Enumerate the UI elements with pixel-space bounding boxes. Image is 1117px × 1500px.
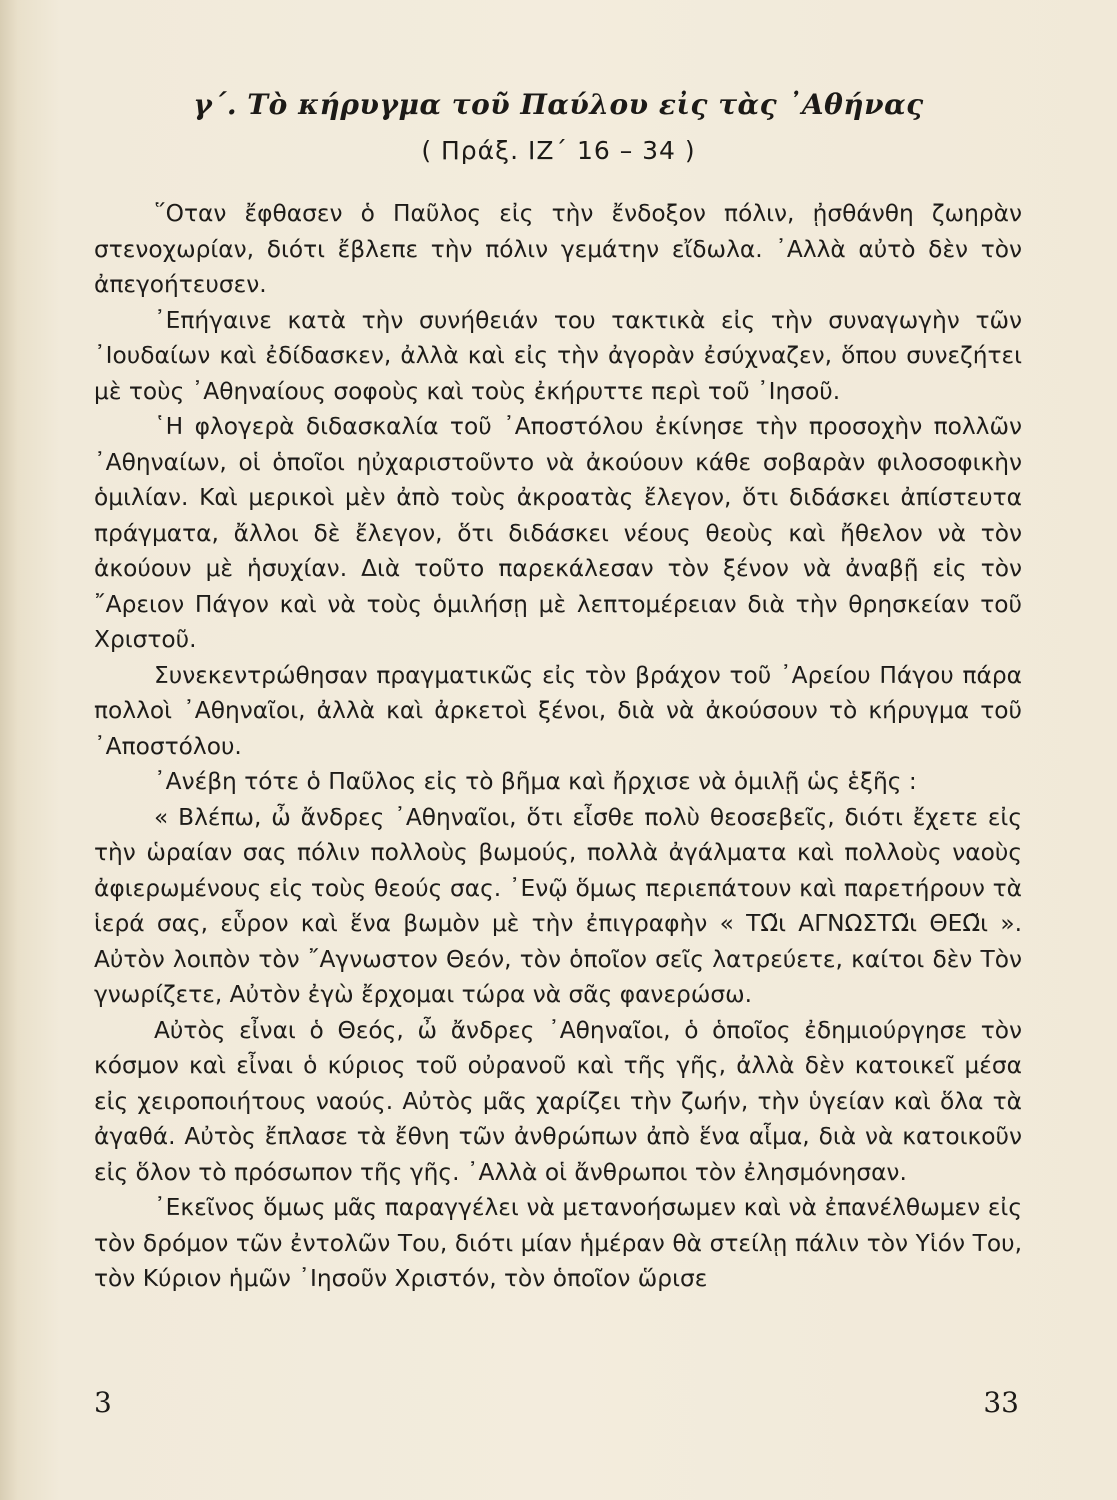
paragraph: ῞Οταν ἔφθασεν ὁ Παῦλος εἰς τὴν ἔνδοξον πόλιν, ᾐσθάνθη ζωηρὰν στενοχωρίαν, διότι ἔβλεπε τὴν πόλιν γεμάτην εἴδωλα. ᾿Αλλὰ αὐτὸ δὲν τὸν ἀπεγοήτευσεν. [94, 200, 1022, 298]
paragraph: Αὐτὸς εἶναι ὁ Θεός, ὦ ἄνδρες ᾿Αθηναῖοι, ὁ ὁποῖος ἐδημιούργησε τὸν κόσμον καὶ εἶναι ὁ κύριος τοῦ οὐρανοῦ καὶ τῆς γῆς, ἀλλὰ δὲν κατοικεῖ μέσα εἰς χειροποιήτους ναούς. Αὐτὸς μᾶς χαρίζει τὴν ζωήν, τὴν ὑγείαν καὶ ὅλα τὰ ἀγαθά. Αὐτὸς ἔπλασε τὰ ἔθνη τῶν ἀνθρώπων ἀπὸ ἕνα αἷμα, διὰ νὰ κατοικοῦν εἰς ὅλον τὸ πρόσωπον τῆς γῆς. ᾿Αλλὰ οἱ ἄνθρωποι τὸν ἐλησμόνησαν. [94, 1016, 1022, 1186]
page-number: 33 [983, 1386, 1019, 1419]
scripture-reference: ( Πράξ. ΙΖ΄ 16 – 34 ) [421, 136, 696, 165]
paragraph: ῾Η φλογερὰ διδασκαλία τοῦ ᾿Αποστόλου ἐκίνησε τὴν προσοχὴν πολλῶν ᾿Αθηναίων, οἱ ὁποῖοι ηὐχαριστοῦντο νὰ ἀκούουν κάθε σοβαρὰν φιλοσοφικὴν ὁμιλίαν. Καὶ μερικοὶ μὲν ἀπὸ τοὺς ἀκροατὰς ἔλεγον, ὅτι διδάσκει ἀπίστευτα πράγματα, ἄλλοι δὲ ἔλεγον, ὅτι διδάσκει νέους θεοὺς καὶ ἤθελον νὰ τὸν ἀκούουν μὲ ἡσυχίαν. Διὰ τοῦτο παρεκάλεσαν τὸν ξένον νὰ ἀναβῇ εἰς τὸν ῎Αρειον Πάγον καὶ νὰ τοὺς ὁμιλήσῃ μὲ λεπτομέρειαν διὰ τὴν θρησκείαν τοῦ Χριστοῦ. [94, 413, 1022, 653]
paragraph: ᾿Εκεῖνος ὅμως μᾶς παραγγέλει νὰ μετανοήσωμεν καὶ νὰ ἐπανέλθωμεν εἰς τὸν δρόμον τῶν ἐντολῶν Του, διότι μίαν ἡμέραν θὰ στείλῃ πάλιν τὸν Υἱόν Του, τὸν Κύριον ἡμῶν ᾿Ιησοῦν Χριστόν, τὸν ὁποῖον ὥρισε [94, 1194, 1022, 1292]
signature-mark: 3 [94, 1386, 112, 1419]
paragraph: ᾿Ανέβη τότε ὁ Παῦλος εἰς τὸ βῆμα καὶ ἤρχισε νὰ ὁμιλῇ ὡς ἑξῆς : [154, 768, 917, 795]
chapter-title: γ΄. Τὸ κήρυγμα τοῦ Παύλου εἰς τὰς ᾿Αθήνας [193, 88, 924, 121]
paragraph: ᾿Επήγαινε κατὰ τὴν συνήθειάν του τακτικὰ εἰς τὴν συναγωγὴν τῶν ᾿Ιουδαίων καὶ ἐδίδασκεν, ἀλλὰ καὶ εἰς τὴν ἀγορὰν ἐσύχναζεν, ὅπου συνεζήτει μὲ τοὺς ᾿Αθηναίους σοφοὺς καὶ τοὺς ἐκήρυττε περὶ τοῦ ᾿Ιησοῦ. [94, 306, 1022, 405]
paragraph: Συνεκεντρώθησαν πραγματικῶς εἰς τὸν βράχον τοῦ ᾿Αρείου Πάγου πάρα πολλοὶ ᾿Αθηναῖοι, ἀλλὰ καὶ ἀρκετοὶ ξένοι, διὰ νὰ ἀκούσουν τὸ κήρυγμα τοῦ ᾿Αποστόλου. [94, 661, 1022, 760]
body-text [94, 196, 1022, 1297]
paragraph: « Βλέπω, ὦ ἄνδρες ᾿Αθηναῖοι, ὅτι εἶσθε πολὺ θεοσεβεῖς, διότι ἔχετε εἰς τὴν ὡραίαν σας πόλιν πολλοὺς βωμούς, πολλὰ ἀγάλματα καὶ πολλοὺς ναοὺς ἀφιερωμένους εἰς τοὺς θεούς σας. ᾿Ενῷ ὅμως περιεπάτουν καὶ παρετήρουν τὰ ἱερά σας, εὗρον καὶ ἕνα βωμὸν μὲ τὴν ἐπιγραφὴν « ΤΩ͂ι ΑΓΝΩΣΤΩ͂ι ΘΕΩ͂ι ». Αὐτὸν λοιπὸν τὸν ῎Αγνωστον Θεόν, τὸν ὁποῖον σεῖς λατρεύετε, καίτοι δὲν Τὸν γνωρίζετε, Αὐτὸν ἐγὼ ἔρχομαι τώρα νὰ σᾶς φανερώσω. [94, 803, 1022, 1008]
